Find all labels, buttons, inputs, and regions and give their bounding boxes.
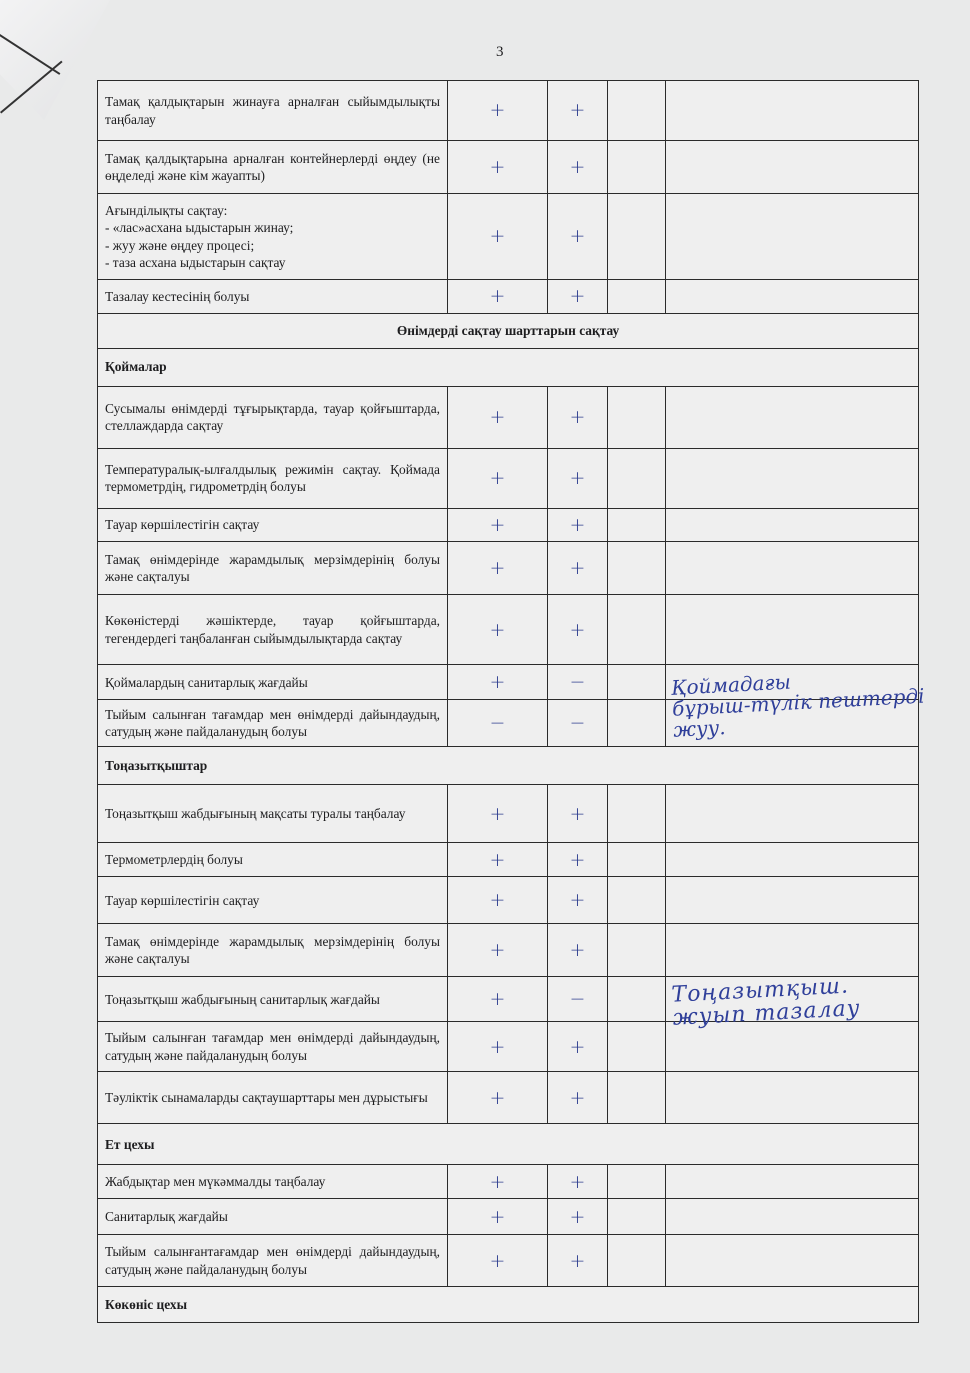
empty-cell: [608, 1199, 666, 1235]
subsection-heading: Көкөніс цехы: [98, 1287, 919, 1323]
mark-cell: +: [448, 924, 548, 977]
remarks-cell: [666, 843, 919, 877]
empty-cell: [608, 141, 666, 194]
empty-cell: [608, 843, 666, 877]
empty-cell: [608, 386, 666, 448]
subsection-heading: Тоңазытқыштар: [98, 747, 919, 785]
empty-cell: [608, 924, 666, 977]
table-row: [98, 1022, 919, 1072]
remarks-cell: [666, 1199, 919, 1235]
mark-cell: +: [548, 448, 608, 508]
criterion-cell: Санитарлық жағдайы: [98, 1199, 448, 1235]
criterion-cell: Ағынділықты сақтау: - «лас»асхана ыдыстарын жинау; - жуу және өңдеу процесі; - таза асхана ыдыстарын сақтау: [98, 194, 448, 280]
table-row: [98, 1072, 919, 1124]
table-row: [98, 924, 919, 977]
empty-cell: [608, 508, 666, 542]
mark-cell: +: [448, 785, 548, 843]
table-row: [98, 386, 919, 448]
mark-cell: +: [448, 595, 548, 665]
section-row: [98, 313, 919, 348]
subsection-row: [98, 1124, 919, 1165]
mark-cell: −: [548, 977, 608, 1022]
handwritten-note: Қоймадағы бұрыш-түлік пештерді жуу.: [670, 669, 926, 743]
mark-cell: +: [448, 1199, 548, 1235]
table-row: [98, 542, 919, 595]
table-row: [98, 700, 919, 747]
criterion-cell: Қоймалардың санитарлық жағдайы: [98, 665, 448, 700]
mark-cell: +: [448, 194, 548, 280]
empty-cell: [608, 1022, 666, 1072]
remarks-cell: [666, 542, 919, 595]
remarks-cell: [666, 1235, 919, 1287]
mark-cell: +: [548, 280, 608, 314]
mark-cell: +: [548, 1022, 608, 1072]
empty-cell: [608, 977, 666, 1022]
mark-cell: +: [448, 665, 548, 700]
subsection-row: [98, 348, 919, 386]
mark-cell: +: [548, 194, 608, 280]
mark-cell: −: [448, 700, 548, 747]
remarks-cell: [666, 595, 919, 665]
page-number: 3: [496, 44, 504, 60]
empty-cell: [608, 194, 666, 280]
remarks-cell: [666, 508, 919, 542]
mark-cell: +: [448, 508, 548, 542]
mark-cell: +: [448, 877, 548, 924]
table-row: [98, 843, 919, 877]
table-row: [98, 280, 919, 314]
empty-cell: [608, 81, 666, 141]
subsection-row: [98, 747, 919, 785]
remarks-cell: [666, 924, 919, 977]
remarks-cell: [666, 81, 919, 141]
mark-cell: +: [548, 785, 608, 843]
empty-cell: [608, 542, 666, 595]
table-row: [98, 1165, 919, 1199]
criterion-cell: Тауар көршілестігін сақтау: [98, 508, 448, 542]
table-row: [98, 194, 919, 280]
criterion-cell: Жабдықтар мен мүкәммалды таңбалау: [98, 1165, 448, 1199]
remarks-cell: [666, 700, 919, 747]
remarks-cell: [666, 448, 919, 508]
handwritten-note: Тоңазытқыш. жуып тазалау: [670, 973, 862, 1032]
criterion-cell: Тыйым салынғантағамдар мен өнімдерді дайындаудың, сатудың және пайдаланудың болуы: [98, 1235, 448, 1287]
criterion-cell: Тауар көршілестігін сақтау: [98, 877, 448, 924]
mark-cell: +: [448, 386, 548, 448]
empty-cell: [608, 1072, 666, 1124]
table-row: [98, 448, 919, 508]
criterion-cell: Тоңазытқыш жабдығының санитарлық жағдайы: [98, 977, 448, 1022]
criterion-cell: Сусымалы өнімдерді тұғырықтарда, тауар қойғыштарда, стеллаждарда сақтау: [98, 386, 448, 448]
mark-cell: +: [448, 1072, 548, 1124]
remarks-cell: [666, 665, 926, 743]
table-row: [98, 977, 919, 1022]
remarks-cell: [666, 877, 919, 924]
empty-cell: [608, 785, 666, 843]
empty-cell: [608, 1165, 666, 1199]
remarks-cell: [666, 386, 919, 448]
empty-cell: [608, 877, 666, 924]
mark-cell: +: [548, 1235, 608, 1287]
criterion-cell: Термометрлердің болуы: [98, 843, 448, 877]
remarks-cell: [666, 141, 919, 194]
remarks-cell: [666, 280, 919, 314]
criterion-cell: Тыйым салынған тағамдар мен өнімдерді дайындаудың, сатудың және пайдаланудың болуы: [98, 1022, 448, 1072]
criterion-cell: Көкөністерді жәшіктерде, тауар қойғыштарда, тегендердегі таңбаланған сыйымдылықтарда сақтау: [98, 595, 448, 665]
mark-cell: +: [448, 280, 548, 314]
criterion-cell: Температуралық-ылғалдылық режимін сақтау. Қоймада термометрдің, гидрометрдің болуы: [98, 448, 448, 508]
mark-cell: +: [448, 1235, 548, 1287]
remarks-cell: [666, 1022, 919, 1072]
mark-cell: +: [548, 924, 608, 977]
mark-cell: +: [448, 141, 548, 194]
mark-cell: +: [448, 448, 548, 508]
table-row: [98, 508, 919, 542]
remarks-cell: [666, 785, 919, 843]
mark-cell: +: [548, 1199, 608, 1235]
empty-cell: [608, 280, 666, 314]
criterion-cell: Тыйым салынған тағамдар мен өнімдерді дайындаудың, сатудың және пайдаланудың болуы: [98, 700, 448, 747]
table-row: [98, 141, 919, 194]
mark-cell: +: [448, 1022, 548, 1072]
empty-cell: [608, 700, 666, 747]
table-row: [98, 1199, 919, 1235]
subsection-heading: Қоймалар: [98, 348, 919, 386]
table-row: [98, 1235, 919, 1287]
table-row: [98, 665, 919, 700]
mark-cell: +: [448, 81, 548, 141]
remarks-cell: [666, 1072, 919, 1124]
criterion-cell: Тамақ өнімдерінде жарамдылық мерзімдерінің болуы және сақталуы: [98, 542, 448, 595]
table-row: [98, 877, 919, 924]
mark-cell: −: [548, 665, 608, 700]
mark-cell: +: [548, 542, 608, 595]
mark-cell: +: [548, 877, 608, 924]
mark-cell: +: [448, 542, 548, 595]
mark-cell: +: [548, 508, 608, 542]
remarks-cell: [666, 973, 919, 1032]
empty-cell: [608, 448, 666, 508]
table-row: [98, 595, 919, 665]
subsection-row: [98, 1287, 919, 1323]
criterion-cell: Тамақ өнімдерінде жарамдылық мерзімдерінің болуы және сақталуы: [98, 924, 448, 977]
criterion-cell: Тамақ қалдықтарына арналған контейнерлерді өңдеу (не өңделеді және кім жауапты): [98, 141, 448, 194]
mark-cell: +: [548, 595, 608, 665]
mark-cell: +: [448, 1165, 548, 1199]
table-row: [98, 785, 919, 843]
subsection-heading: Ет цехы: [98, 1124, 919, 1165]
remarks-cell: [666, 194, 919, 280]
remarks-cell: [666, 1165, 919, 1199]
criterion-cell: Тәуліктік сынамаларды сақтаушарттары мен дұрыстығы: [98, 1072, 448, 1124]
mark-cell: +: [548, 1072, 608, 1124]
mark-cell: +: [548, 1165, 608, 1199]
mark-cell: −: [548, 700, 608, 747]
mark-cell: +: [548, 81, 608, 141]
table-row: [98, 81, 919, 141]
mark-cell: +: [548, 141, 608, 194]
mark-cell: +: [448, 843, 548, 877]
section-heading: Өнімдерді сақтау шарттарын сақтау: [98, 313, 919, 348]
inspection-checklist-table: [97, 80, 926, 1323]
mark-cell: +: [548, 386, 608, 448]
folded-sheet-corner: [0, 0, 110, 120]
empty-cell: [608, 665, 666, 700]
empty-cell: [608, 1235, 666, 1287]
mark-cell: +: [548, 843, 608, 877]
empty-cell: [608, 595, 666, 665]
criterion-cell: Тоңазытқыш жабдығының мақсаты туралы таңбалау: [98, 785, 448, 843]
criterion-cell: Тазалау кестесінің болуы: [98, 280, 448, 314]
criterion-cell: Тамақ қалдықтарын жинауға арналған сыйымдылықты таңбалау: [98, 81, 448, 141]
mark-cell: +: [448, 977, 548, 1022]
